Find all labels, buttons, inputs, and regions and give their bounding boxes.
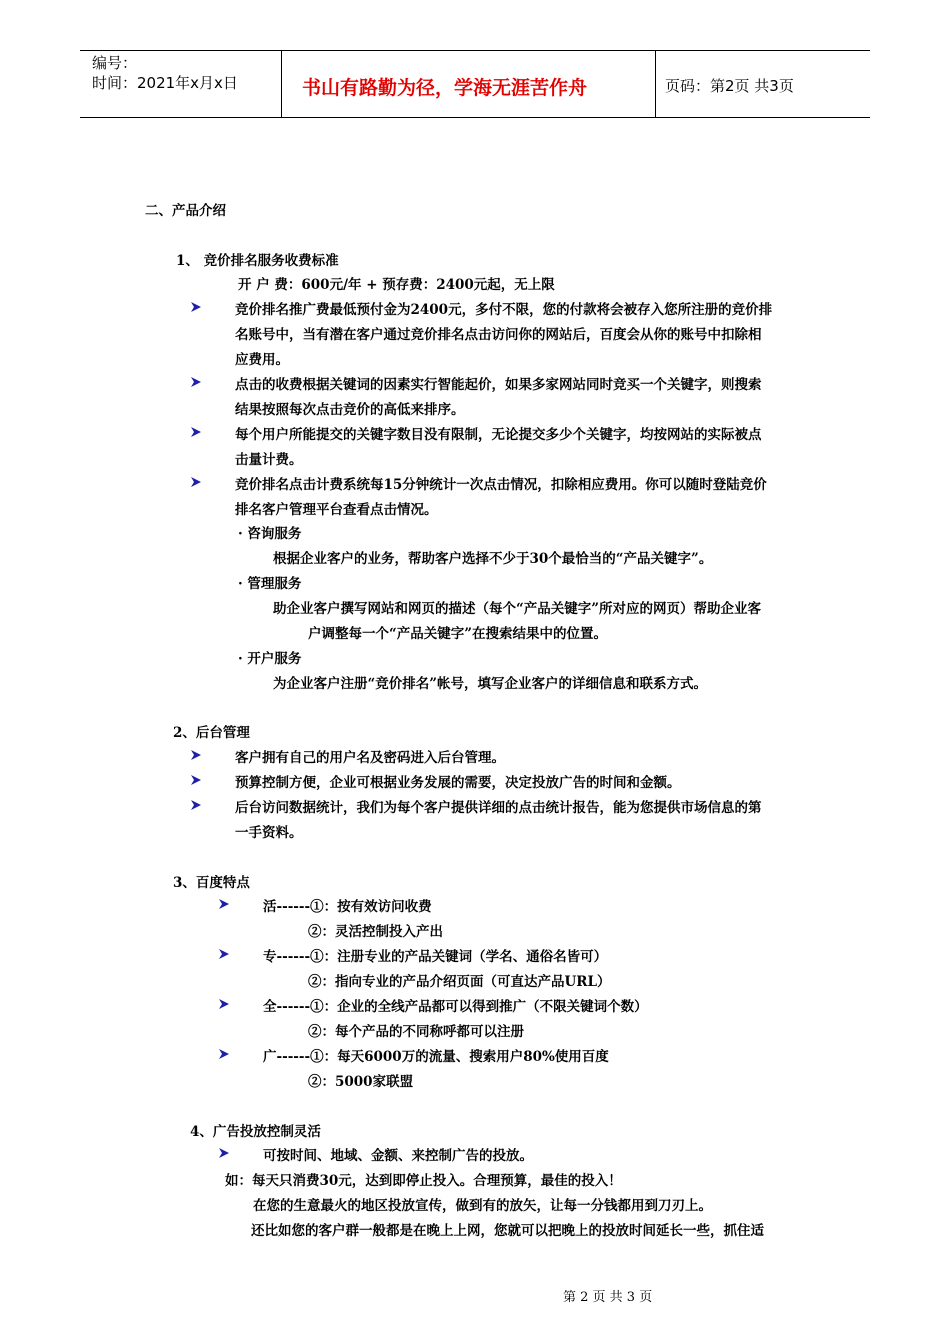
doc-time-label: 时间：2021年x月x日: [92, 74, 238, 92]
arrow-bullet-icon: [218, 898, 230, 910]
s3-item-1-a: 活------①：按有效访问收费: [263, 899, 432, 915]
s1-fees: 开 户 费：600元/年 + 预存费：2400元起，无上限: [238, 277, 555, 293]
arrow-bullet-icon: [218, 998, 230, 1010]
arrow-bullet-icon: [218, 948, 230, 960]
s1-bullet-3-line-1: 每个用户所能提交的关键字数目没有限制，无论提交多少个关键字，均按网站的实际被点: [235, 427, 762, 443]
s3-item-1-b: ②：灵活控制投入产出: [308, 924, 443, 940]
s2-bullet-2: 预算控制方便，企业可根据业务发展的需要，决定投放广告的时间和金额。: [235, 775, 681, 791]
s1-bullet-1-line-2: 名账号中，当有潜在客户通过竞价排名点击访问你的网站后，百度会从你的账号中扣除相: [235, 327, 762, 343]
s1-bullet-1-line-3: 应费用。: [235, 352, 289, 368]
arrow-bullet-icon: [190, 476, 202, 488]
s3-item-3-a: 全------①：企业的全线产品都可以得到推广（不限关键词个数）: [263, 999, 648, 1015]
s2-title: 2、后台管理: [173, 725, 250, 741]
page-footer: 第 2 页 共 3 页: [563, 1290, 653, 1305]
doc-number-label: 编号：: [92, 54, 138, 72]
s1-bullet-1-line-1: 竞价排名推广费最低预付金为2400元，多付不限，您的付款将会被存入您所注册的竞价排: [235, 302, 773, 318]
arrow-bullet-icon: [218, 1048, 230, 1060]
arrow-bullet-icon: [190, 301, 202, 313]
header-top-rule: [80, 50, 870, 51]
s1-bullet-2-line-2: 结果按照每次点击竞价的高低来排序。: [235, 402, 465, 418]
arrow-bullet-icon: [190, 799, 202, 811]
s1-bullet-4-line-1: 竞价排名点击计费系统每15分钟统计一次点击情况，扣除相应费用。你可以随时登陆竞价: [235, 477, 767, 493]
s1-bullet-4-line-2: 排名客户管理平台查看点击情况。: [235, 502, 438, 518]
section-title: 二、产品介绍: [145, 203, 226, 219]
s1-bullet-3-line-2: 击量计费。: [235, 452, 303, 468]
s1-title: 1、 竞价排名服务收费标准: [176, 253, 339, 269]
arrow-bullet-icon: [190, 749, 202, 761]
account-service-title: · 开户服务: [238, 651, 302, 667]
s3-item-2-b: ②：指向专业的产品介绍页面（可直达产品URL）: [308, 974, 611, 990]
header-divider-right: [655, 50, 656, 117]
s3-title: 3、百度特点: [173, 875, 250, 891]
consult-service-text: 根据企业客户的业务，帮助客户选择不少于30个最恰当的“产品关键字”。: [273, 551, 713, 567]
header-page-info: 页码：第2页 共3页: [665, 77, 794, 95]
consult-service-title: · 咨询服务: [238, 526, 302, 542]
header-bottom-rule: [80, 117, 870, 118]
s4-line-1: 如：每天只消费30元，达到即停止投入。合理预算，最佳的投入！: [225, 1173, 622, 1189]
s2-bullet-3-line-2: 一手资料。: [235, 825, 303, 841]
header-divider-left: [281, 50, 282, 117]
arrow-bullet-icon: [218, 1147, 230, 1159]
s3-item-2-a: 专------①：注册专业的产品关键词（学名、通俗名皆可）: [263, 949, 608, 965]
s1-bullet-2-line-1: 点击的收费根据关键词的因素实行智能起价，如果多家网站同时竞买一个关键字，则搜索: [235, 377, 762, 393]
arrow-bullet-icon: [190, 376, 202, 388]
account-service-text: 为企业客户注册“竞价排名”帐号，填写企业客户的详细信息和联系方式。: [273, 676, 708, 692]
manage-service-text-2: 户调整每一个“产品关键字”在搜索结果中的位置。: [308, 626, 608, 642]
manage-service-text-1: 助企业客户撰写网站和网页的描述（每个“产品关键字”所对应的网页）帮助企业客: [273, 601, 762, 617]
s2-bullet-1: 客户拥有自己的用户名及密码进入后台管理。: [235, 750, 505, 766]
manage-service-title: · 管理服务: [238, 576, 302, 592]
s4-title: 4、广告投放控制灵活: [190, 1124, 321, 1140]
arrow-bullet-icon: [190, 774, 202, 786]
s4-bullet: 可按时间、地域、金额、来控制广告的投放。: [263, 1148, 533, 1164]
s4-line-2: 在您的生意最火的地区投放宣传，做到有的放矢，让每一分钱都用到刀刃上。: [253, 1198, 712, 1214]
arrow-bullet-icon: [190, 426, 202, 438]
header-motto: 书山有路勤为径，学海无涯苦作舟: [302, 77, 588, 99]
s2-bullet-3-line-1: 后台访问数据统计，我们为每个客户提供详细的点击统计报告，能为您提供市场信息的第: [235, 800, 762, 816]
s3-item-4-b: ②：5000家联盟: [308, 1074, 414, 1090]
s4-line-3: 还比如您的客户群一般都是在晚上上网，您就可以把晚上的投放时间延长一些，抓住适: [251, 1223, 764, 1239]
s3-item-3-b: ②：每个产品的不同称呼都可以注册: [308, 1024, 524, 1040]
s3-item-4-a: 广------①：每天6000万的流量、搜索用户80%使用百度: [263, 1049, 609, 1065]
